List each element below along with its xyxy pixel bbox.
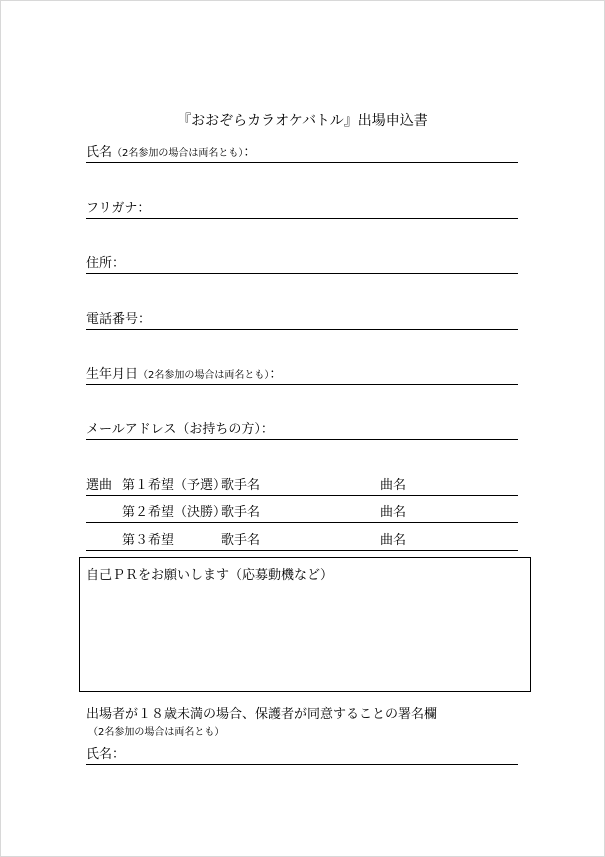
song-label-1: 曲名 xyxy=(380,478,407,493)
phone-label: 電話番号： xyxy=(86,312,152,327)
self-pr-box[interactable] xyxy=(79,557,531,692)
birthdate-label: 生年月日（2名参加の場合は両名とも）： xyxy=(86,367,283,382)
song-row-3[interactable] xyxy=(86,530,518,551)
song-row-2[interactable] xyxy=(86,502,518,523)
guardian-name-label: 氏名： xyxy=(86,747,126,762)
name-field[interactable] xyxy=(86,140,518,163)
furigana-field[interactable] xyxy=(86,196,518,219)
song-section-label: 選曲 xyxy=(86,478,113,493)
phone-field[interactable] xyxy=(86,307,518,330)
name-label: 氏名（2名参加の場合は両名とも）： xyxy=(86,145,257,160)
guardian-sub-note: （2名参加の場合は両名とも） xyxy=(88,727,225,738)
birthdate-note: （2名参加の場合は両名とも） xyxy=(138,370,270,381)
song-choice-2: 第２希望（決勝） xyxy=(122,505,227,520)
email-label: メールアドレス（お持ちの方）： xyxy=(86,422,274,437)
song-choice-1: 第１希望（予選） xyxy=(122,478,227,493)
name-note: （2名参加の場合は両名とも） xyxy=(112,148,244,159)
artist-label-1: 歌手名 xyxy=(221,478,261,493)
artist-label-3: 歌手名 xyxy=(221,533,261,548)
address-label: 住所： xyxy=(86,256,126,271)
email-field[interactable] xyxy=(86,417,518,440)
address-field[interactable] xyxy=(86,251,518,274)
furigana-label: フリガナ： xyxy=(86,201,151,216)
form-title: 『おおぞらカラオケバトル』出場申込書 xyxy=(177,113,428,129)
song-choice-3: 第３希望 xyxy=(122,533,175,548)
guardian-note: 出場者が１８歳未満の場合、保護者が同意することの署名欄 xyxy=(86,707,438,722)
self-pr-label: 自己ＰＲをお願いします（応募動機など） xyxy=(86,568,334,583)
artist-label-2: 歌手名 xyxy=(221,505,261,520)
song-label-2: 曲名 xyxy=(380,505,407,520)
song-label-3: 曲名 xyxy=(380,533,407,548)
birthdate-field[interactable] xyxy=(86,362,518,385)
song-row-1[interactable] xyxy=(86,475,518,496)
guardian-name-field[interactable] xyxy=(86,742,518,765)
